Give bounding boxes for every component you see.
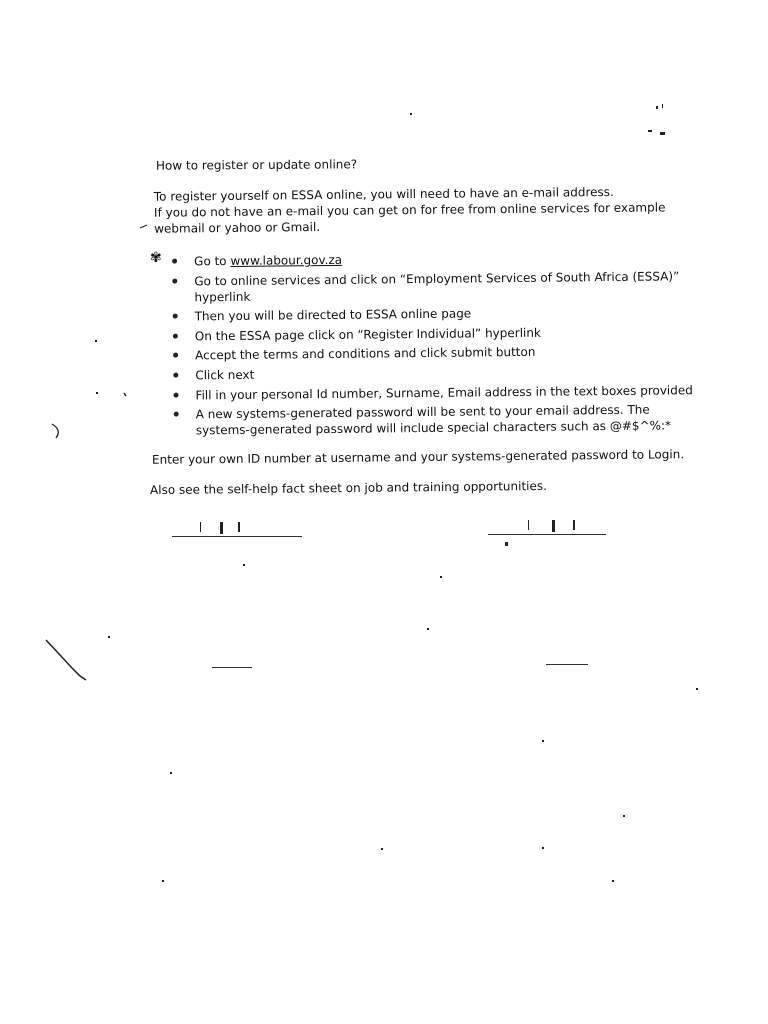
step-text: Go to online services and click on “Employment Services of South Africa (ESSA)” bbox=[194, 268, 680, 288]
see-also-note: Also see the self-help fact sheet on job and training opportunities. bbox=[149, 478, 547, 498]
document-heading: How to register or update online? bbox=[155, 157, 358, 173]
labour-website-link[interactable]: www.labour.gov.za bbox=[230, 252, 343, 268]
step-text: Then you will be directed to ESSA online page bbox=[194, 306, 472, 324]
step-text: A new systems-generated password will be sent to your email address. The bbox=[195, 402, 650, 422]
step-text: Fill in your personal Id number, Surname, Email address in the text boxes provided bbox=[195, 382, 693, 402]
step-text: Go to bbox=[194, 253, 231, 269]
step-text: Accept the terms and conditions and click submit button bbox=[195, 345, 536, 363]
intro-line-3: webmail or yahoo or Gmail. bbox=[154, 219, 321, 236]
step-text-continued: systems-generated password will include special characters such as @#$^%:* bbox=[195, 418, 672, 438]
step-text: On the ESSA page click on “Register Individual” hyperlink bbox=[194, 325, 541, 344]
step-text-continued: hyperlink bbox=[194, 289, 251, 304]
handwritten-mark-icon: ✾ bbox=[150, 250, 162, 266]
intro-line-1: To register yourself on ESSA online, you will need to have an e-mail address. bbox=[153, 184, 614, 204]
login-instructions: Enter your own ID number at username and your systems-generated password to Login. bbox=[151, 447, 685, 467]
intro-line-2: If you do not have an e-mail you can get on for free from online services for example bbox=[153, 200, 666, 220]
step-text: Click next bbox=[195, 367, 255, 383]
